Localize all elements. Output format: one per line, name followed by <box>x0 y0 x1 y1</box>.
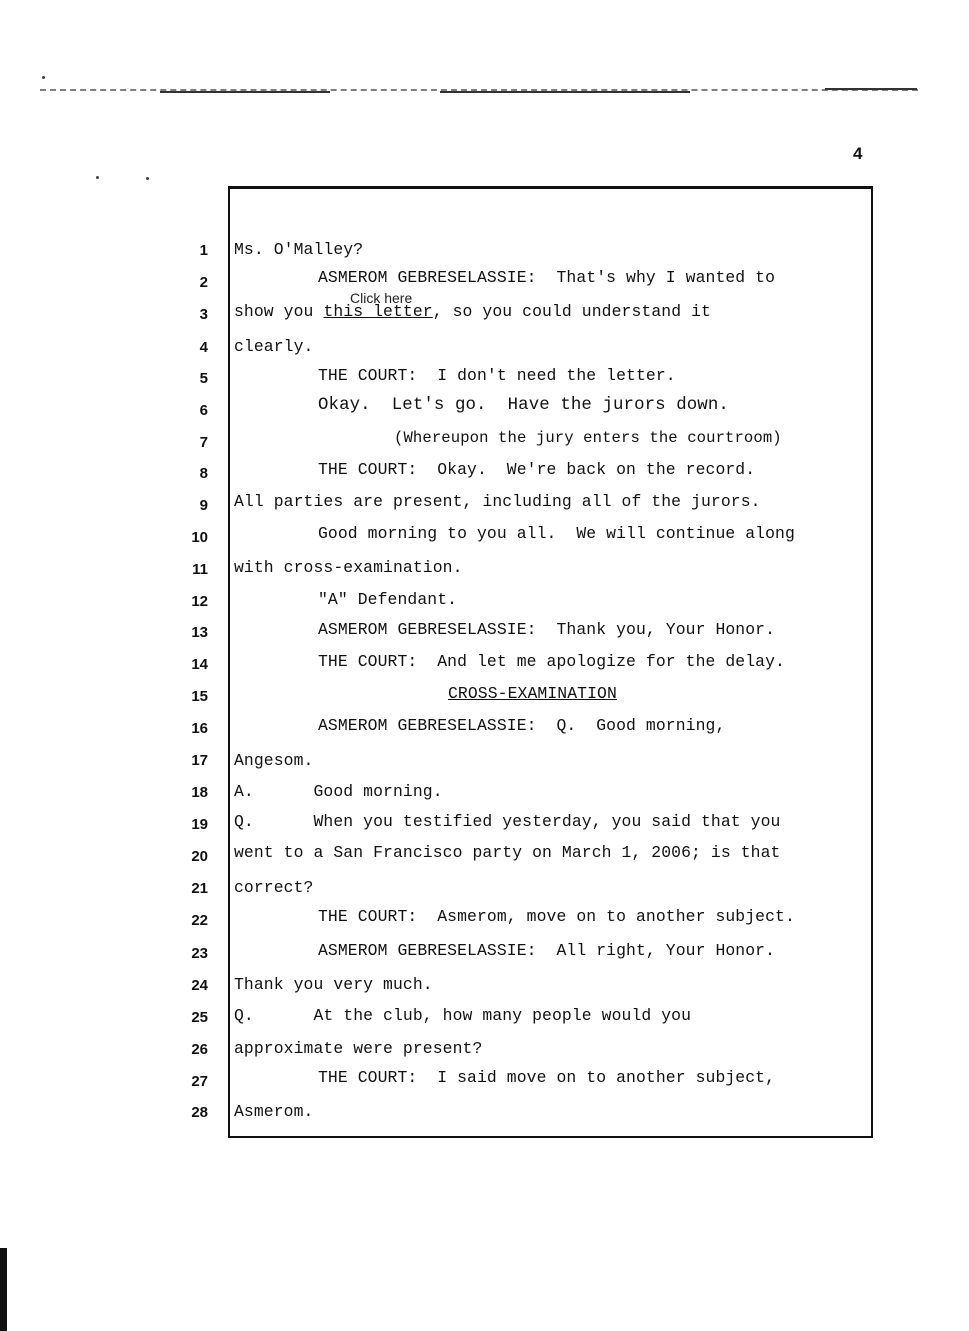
transcript-line: THE COURT: Asmerom, move on to another subject. <box>318 907 795 926</box>
transcript-line <box>234 302 711 321</box>
line-number: 25 <box>191 1009 208 1026</box>
transcript-line: ASMEROM GEBRESELASSIE: Q. Good morning, <box>318 716 726 735</box>
scan-edge-artifact <box>0 1248 7 1331</box>
transcript-line: ASMEROM GEBRESELASSIE: All right, Your Honor. <box>318 941 776 960</box>
line-number: 22 <box>191 912 208 929</box>
transcript-line: clearly. <box>234 337 314 356</box>
line-number: 18 <box>191 784 208 801</box>
transcript-line: All parties are present, including all of the jurors. <box>234 492 761 511</box>
line-number: 13 <box>191 624 208 641</box>
transcript-line: approximate were present? <box>234 1039 483 1058</box>
transcript-line: Q. At the club, how many people would you <box>234 1006 692 1025</box>
transcript-line: THE COURT: I said move on to another subject, <box>318 1068 776 1087</box>
line-text-before-link: show you <box>234 302 324 321</box>
line-number: 28 <box>191 1104 208 1121</box>
line-number: 1 <box>199 242 208 259</box>
line-number: 9 <box>199 497 208 514</box>
line-number: 27 <box>191 1073 208 1090</box>
transcript-line: A. Good morning. <box>234 782 443 801</box>
transcript-line: THE COURT: And let me apologize for the delay. <box>318 652 785 671</box>
line-number: 20 <box>191 848 208 865</box>
transcript-line: THE COURT: Okay. We're back on the record. <box>318 460 756 479</box>
transcript-line: with cross-examination. <box>234 558 463 577</box>
transcript-line: ASMEROM GEBRESELASSIE: That's why I wanted to <box>318 268 776 287</box>
click-here-link[interactable]: Click here <box>350 290 413 306</box>
line-number: 5 <box>199 370 208 387</box>
transcript-line: Okay. Let's go. Have the jurors down. <box>318 396 729 415</box>
transcript-line: "A" Defendant. <box>318 590 458 609</box>
transcript-line: went to a San Francisco party on March 1, 2006; is that <box>234 843 781 862</box>
line-number: 14 <box>191 656 208 673</box>
line-number: 15 <box>191 688 208 705</box>
line-number: 17 <box>191 752 208 769</box>
line-text-after-link: , so you could understand it <box>432 302 711 321</box>
line-number: 16 <box>191 720 208 737</box>
line-number: 11 <box>192 561 208 578</box>
scan-artifact-line <box>440 91 690 93</box>
transcript-line: Angesom. <box>234 751 314 770</box>
transcript-line: (Whereupon the jury enters the courtroom) <box>394 429 782 447</box>
line-number: 23 <box>191 945 208 962</box>
line-number: 4 <box>199 339 208 356</box>
scan-artifact-line <box>825 88 917 90</box>
page-number: 4 <box>853 144 863 163</box>
line-number: 21 <box>191 880 208 897</box>
line-number: 2 <box>199 274 208 291</box>
transcript-line: THE COURT: I don't need the letter. <box>318 366 676 385</box>
line-number: 12 <box>191 593 208 610</box>
transcript-line: Thank you very much. <box>234 975 433 994</box>
scan-artifact-line <box>160 91 330 93</box>
line-number: 10 <box>191 529 208 546</box>
line-number: 6 <box>199 402 208 419</box>
line-number: 26 <box>191 1041 208 1058</box>
line-number: 24 <box>191 977 208 994</box>
line-number: 8 <box>199 465 208 482</box>
line-number: 19 <box>191 816 208 833</box>
transcript-line: Good morning to you all. We will continue along <box>318 524 795 543</box>
scan-speck <box>42 76 45 79</box>
transcript-line: Asmerom. <box>234 1102 314 1121</box>
transcript-line: Q. When you testified yesterday, you said that you <box>234 812 781 831</box>
this-letter-link[interactable]: this letter <box>323 302 433 321</box>
scan-speck <box>146 177 149 180</box>
section-heading: CROSS-EXAMINATION <box>448 684 617 703</box>
transcript-line: Ms. O'Malley? <box>234 240 364 259</box>
transcript-line: ASMEROM GEBRESELASSIE: Thank you, Your Honor. <box>318 620 776 639</box>
line-number: 7 <box>199 434 208 451</box>
line-number: 3 <box>199 306 208 323</box>
transcript-line: correct? <box>234 878 314 897</box>
scan-speck <box>96 176 99 179</box>
